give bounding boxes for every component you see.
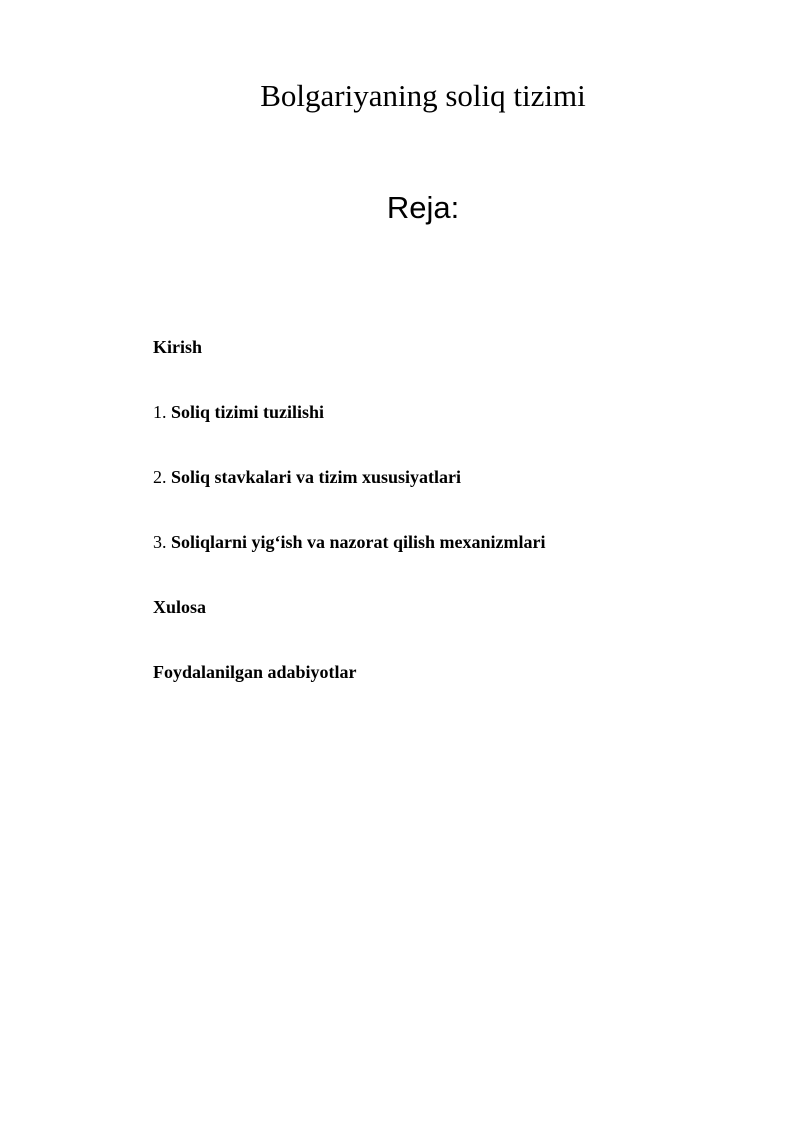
toc-item-text: Soliq tizimi tuzilishi (171, 402, 325, 422)
toc-item-number: 2. (153, 467, 167, 487)
toc-item-number: 3. (153, 532, 167, 552)
toc-item-references (153, 660, 357, 684)
toc-item-2 (153, 465, 461, 489)
plan-heading: Reja: (386, 190, 460, 225)
toc-item-text: Foydalanilgan adabiyotlar (153, 662, 357, 682)
toc-item-text: Soliqlarni yig‘ish va nazorat qilish mexanizmlari (171, 532, 546, 552)
toc-item-text: Xulosa (153, 597, 207, 617)
toc-item-number: 1. (153, 402, 167, 422)
toc-item-3 (153, 530, 546, 554)
toc-item-1 (153, 400, 324, 424)
toc-item-text: Kirish (153, 337, 203, 357)
toc-item-kirish (153, 335, 202, 359)
toc-item-xulosa (153, 595, 206, 619)
document-title: Bolgariyaning soliq tizimi (260, 78, 586, 113)
toc-item-text: Soliq stavkalari va tizim xususiyatlari (171, 467, 462, 487)
